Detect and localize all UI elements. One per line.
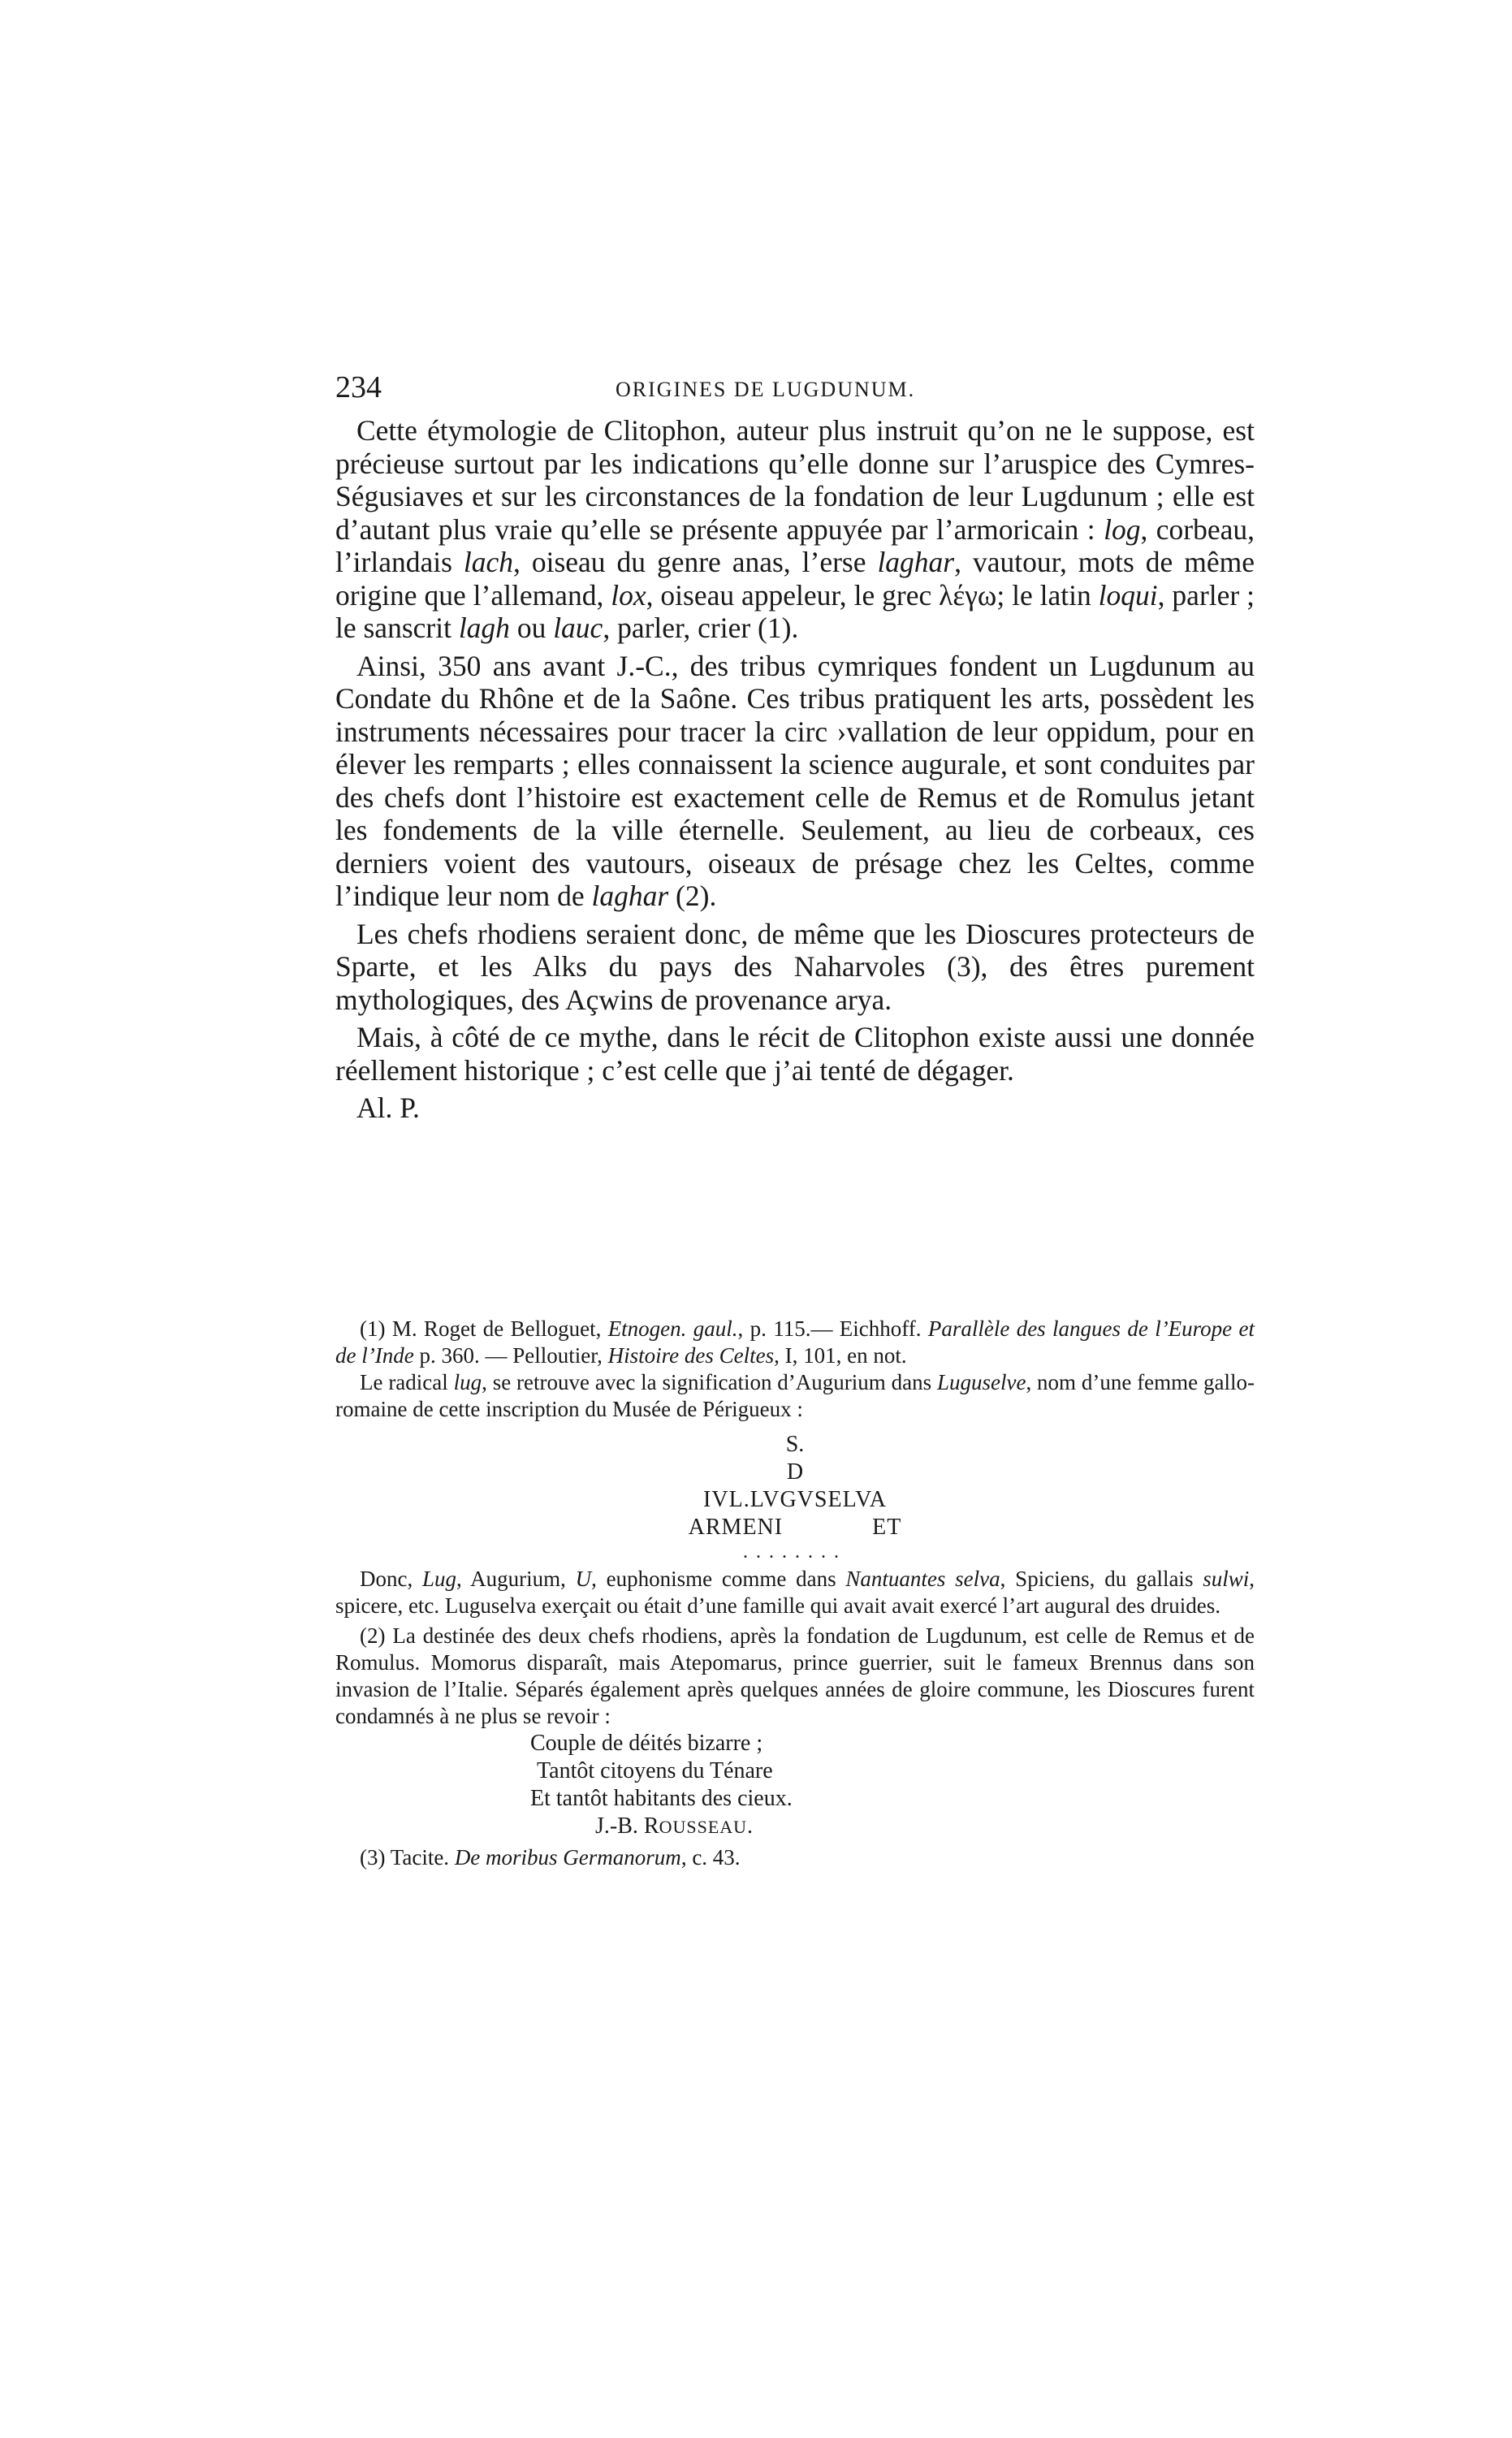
footnote-2: (2) La destinée des deux chefs rhodiens, après la fondation de Lugdunum, est celle de Remus et de Romulus. Momorus disparaît, mais Atepomarus, prince guerrier, suit le fameux Brennus dans son invasion de l’Italie. Séparés également après quelques années de gloire commune, les Dioscures furent condamnés à ne plus se revoir : bbox=[335, 1623, 1255, 1728]
signature: Al. P. bbox=[356, 1091, 420, 1124]
verse-author: J.-B. ROUSSEAU. bbox=[595, 1813, 754, 1839]
paragraph-1: Cette étymologie de Clitophon, auteur plus instruit qu’on ne le suppose, est précieuse surtout par les indications qu’elle donne sur l’aruspice des Cymres-Ségusiaves et sur les circonstances de la fondation de leur Lugdunum ; elle est d’autant plus vraie qu’elle se présente appuyée par l’armoricain : log, corbeau, l’irlandais lach, oiseau du genre anas, l’erse laghar, vautour, mots de même origine que l’allemand, lox, oiseau appeleur, le grec λέγω; le latin loqui, parler ; le sanscrit lagh ou lauc, parler, crier (1). bbox=[335, 414, 1255, 644]
inscription-line-1: S. bbox=[785, 1432, 805, 1457]
inscription-line-2: D bbox=[786, 1459, 804, 1485]
verse-line-2: Tantôt citoyens du Ténare bbox=[537, 1758, 773, 1783]
main-text bbox=[335, 414, 1255, 1130]
page-number: 234 bbox=[335, 370, 382, 404]
page-header bbox=[335, 370, 1253, 412]
verse-line-1: Couple de déités bizarre ; bbox=[530, 1731, 763, 1756]
inscription-line-3: IVL.LVGVSELVA bbox=[703, 1487, 887, 1512]
footnote-1-continued: Le radical lug, se retrouve avec la signification d’Augurium dans Luguselve, nom d’une femme gallo-romaine de cette inscription du Musée de Périgueux : bbox=[335, 1370, 1255, 1421]
footnote-1-explanation: Donc, Lug, Augurium, U, euphonisme comme dans Nantuantes selva, Spiciens, du gallais sulwi, spicere, etc. Luguselva exerçait ou était d’une famille qui avait avait exercé l’art augural des druides. bbox=[335, 1567, 1255, 1618]
verse-quote bbox=[530, 1730, 1255, 1813]
running-title: ORIGINES DE LUGDUNUM. bbox=[616, 378, 916, 401]
inscription-dots: ........ bbox=[743, 1541, 847, 1563]
footnote-3: (3) Tacite. De moribus Germanorum, c. 43. bbox=[360, 1845, 741, 1870]
paragraph-4: Mais, à côté de ce mythe, dans le récit de Clitophon existe aussi une donnée réellement historique ; c’est celle que j’ai tenté de dégager. bbox=[335, 1021, 1255, 1087]
footnote-1: (1) M. Roget de Belloguet, Etnogen. gaul., p. 115.— Eichhoff. Parallèle des langues de l’Europe et de l’Inde p. 360. — Pelloutier, Histoire des Celtes, I, 101, en not. bbox=[335, 1316, 1255, 1368]
paragraph-2: Ainsi, 350 ans avant J.-C., des tribus cymriques fondent un Lugdunum au Condate du Rhône et de la Saône. Ces tribus pratiquent les arts, possèdent les instruments nécessaires pour tracer la circ ›vallation de leur oppidum, pour en élever les remparts ; elles connaissent la science augurale, et sont conduites par des chefs dont l’histoire est exactement celle de Remus et de Romulus jetant les fondements de la ville éternelle. Seulement, au lieu de corbeaux, ces derniers voient des vautours, oiseaux de présage chez les Celtes, comme l’indique leur nom de laghar (2). bbox=[335, 649, 1255, 912]
paragraph-3: Les chefs rhodiens seraient donc, de même que les Dioscures protecteurs de Sparte, et les Alks du pays des Naharvoles (3), des êtres purement mythologiques, des Açwins de provenance arya. bbox=[335, 917, 1255, 1016]
inscription bbox=[335, 1431, 1255, 1563]
verse-line-3: Et tantôt habitants des cieux. bbox=[530, 1786, 793, 1811]
inscription-line-4: ARMENI ET bbox=[688, 1515, 902, 1540]
footnotes bbox=[335, 1316, 1255, 1871]
